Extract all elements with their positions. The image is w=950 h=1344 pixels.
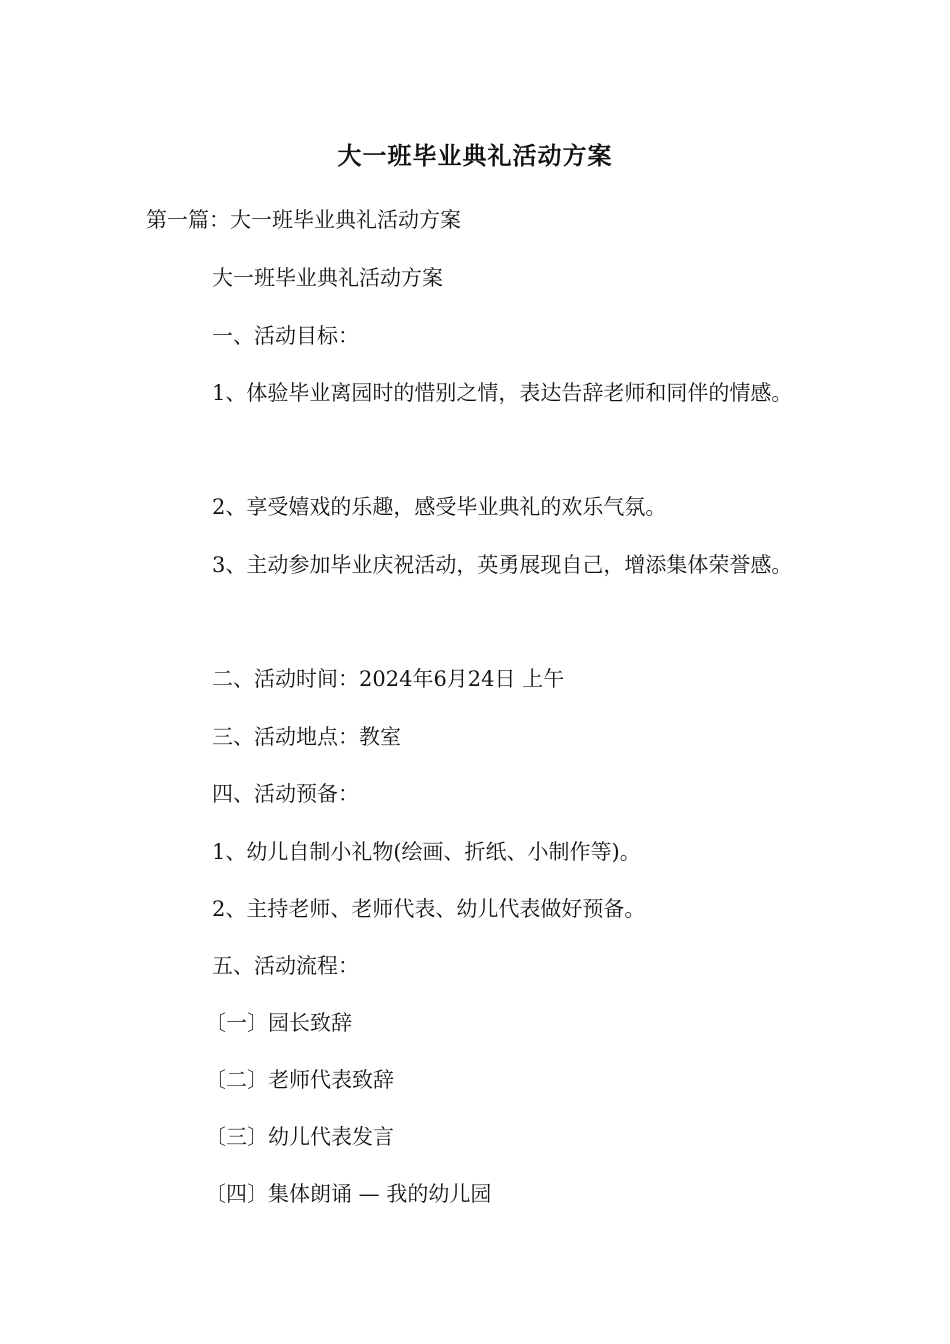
section-heading: 第一篇：大一班毕业典礼活动方案 — [146, 208, 461, 232]
flow-item-3: 〔三〕幼儿代表发言 — [205, 1125, 394, 1149]
prep-item-1: 1、幼儿自制小礼物(绘画、折纸、小制作等)。 — [212, 840, 641, 864]
flow-item-2: 〔二〕老师代表致辞 — [205, 1068, 394, 1092]
prep-item-2: 2、主持老师、老师代表、幼儿代表做好预备。 — [212, 897, 646, 921]
subtitle: 大一班毕业典礼活动方案 — [212, 266, 443, 290]
flow-item-1: 〔一〕园长致辞 — [205, 1011, 352, 1035]
flow-item-4: 〔四〕集体朗诵 — 我的幼儿园 — [205, 1182, 492, 1206]
activity-place: 三、活动地点：教室 — [212, 725, 401, 749]
flow-heading: 五、活动流程： — [212, 954, 359, 978]
goal-item-1: 1、体验毕业离园时的惜别之情，表达告辞老师和同伴的情感。 — [212, 381, 793, 405]
goal-item-2: 2、享受嬉戏的乐趣，感受毕业典礼的欢乐气氛。 — [212, 495, 667, 519]
activity-time: 二、活动时间：2024年6月24日 上午 — [212, 667, 565, 691]
goals-heading: 一、活动目标： — [212, 324, 359, 348]
document-title: 大一班毕业典礼活动方案 — [337, 141, 613, 170]
goal-item-3: 3、主动参加毕业庆祝活动，英勇展现自己，增添集体荣誉感。 — [212, 553, 793, 577]
prep-heading: 四、活动预备： — [212, 782, 359, 806]
